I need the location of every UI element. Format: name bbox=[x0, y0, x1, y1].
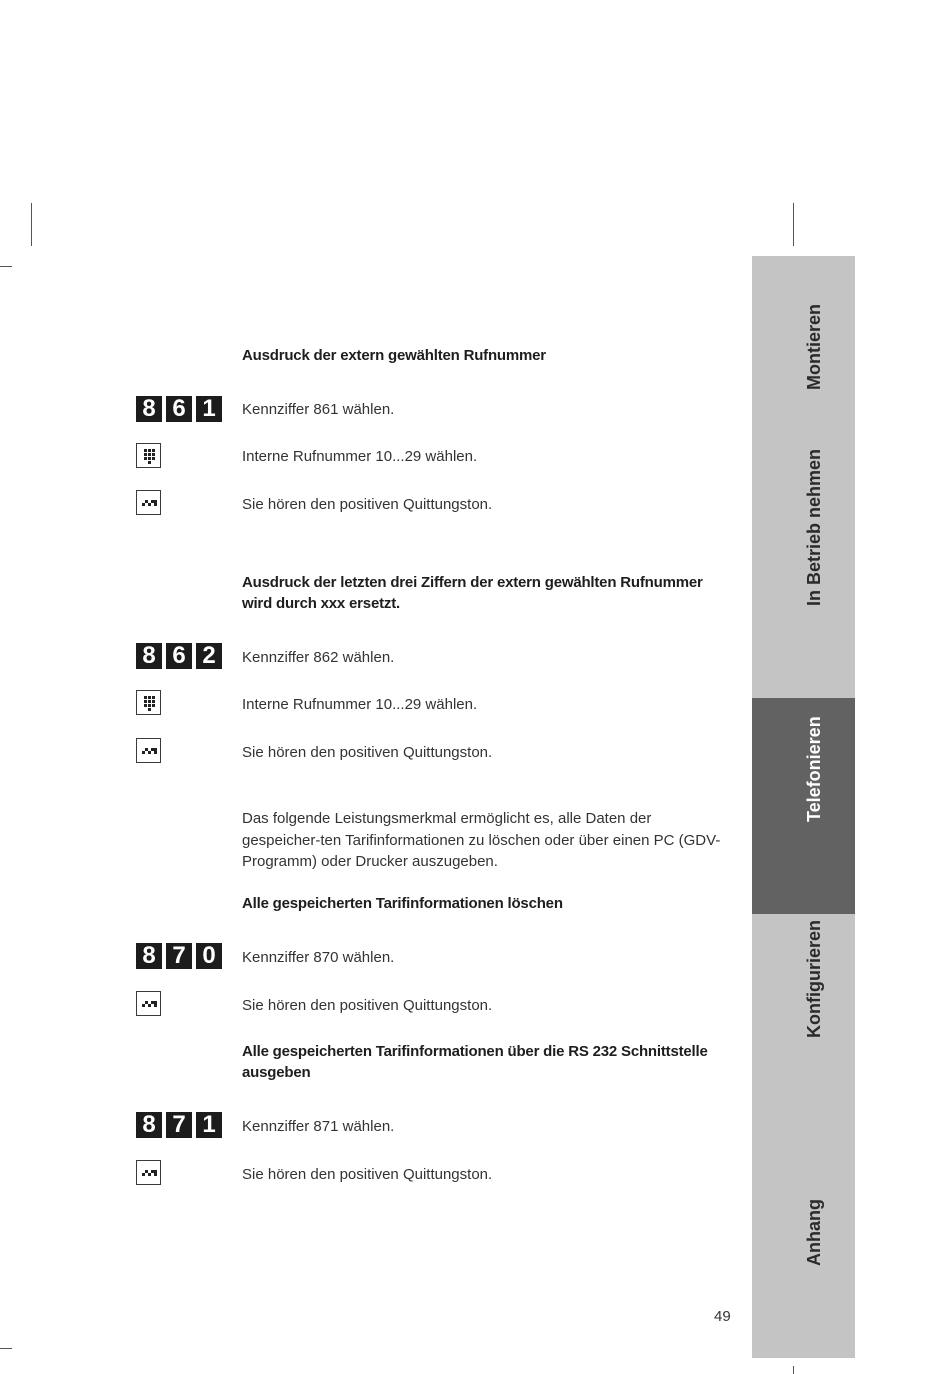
digit-key: 7 bbox=[166, 943, 192, 969]
step-text: Kennziffer 862 wählen. bbox=[242, 649, 395, 666]
digit-key: 8 bbox=[136, 643, 162, 669]
digit-key: 8 bbox=[136, 396, 162, 422]
code-keys-862 bbox=[136, 643, 222, 669]
tab-label: Montieren bbox=[804, 303, 824, 390]
tab-label: Anhang bbox=[804, 1199, 824, 1266]
crop-mark bbox=[31, 203, 32, 246]
step-text: Interne Rufnummer 10...29 wählen. bbox=[242, 448, 478, 465]
section-heading: Ausdruck der letzten drei Ziffern der extern gewählten Rufnummer wird durch xxx ersetzt. bbox=[242, 574, 703, 612]
digit-key: 0 bbox=[196, 943, 222, 969]
step-text: Sie hören den positiven Quittungston. bbox=[242, 744, 493, 761]
confirmation-tone-icon bbox=[136, 490, 161, 515]
crop-mark bbox=[793, 203, 794, 246]
code-keys-861 bbox=[136, 396, 222, 422]
step-text: Sie hören den positiven Quittungston. bbox=[242, 1166, 493, 1183]
step-text: Kennziffer 871 wählen. bbox=[242, 1118, 395, 1135]
confirmation-tone-icon bbox=[136, 738, 161, 763]
crop-mark bbox=[0, 266, 12, 267]
tab-label: Konfigurieren bbox=[804, 919, 824, 1038]
tab-in-betrieb-nehmen[interactable] bbox=[752, 448, 855, 700]
tab-konfigurieren[interactable] bbox=[752, 914, 855, 1132]
digit-key: 7 bbox=[166, 1112, 192, 1138]
code-keys-871 bbox=[136, 1112, 222, 1138]
confirmation-tone-icon bbox=[136, 1160, 161, 1185]
digit-key: 8 bbox=[136, 943, 162, 969]
section-heading: Alle gespeicherten Tarifinformationen löschen bbox=[242, 895, 563, 912]
digit-key: 1 bbox=[196, 1112, 222, 1138]
code-keys-870 bbox=[136, 943, 222, 969]
tab-anhang[interactable] bbox=[752, 1130, 855, 1358]
digit-key: 8 bbox=[136, 1112, 162, 1138]
digit-key: 2 bbox=[196, 643, 222, 669]
crop-mark bbox=[0, 1348, 12, 1349]
page-number: 49 bbox=[714, 1308, 731, 1325]
digit-key: 6 bbox=[166, 643, 192, 669]
digit-key: 1 bbox=[196, 396, 222, 422]
step-text: Interne Rufnummer 10...29 wählen. bbox=[242, 696, 478, 713]
crop-mark bbox=[793, 1366, 794, 1374]
section-heading: Ausdruck der extern gewählten Rufnummer bbox=[242, 347, 546, 364]
step-text: Kennziffer 861 wählen. bbox=[242, 401, 395, 418]
intro-paragraph: Das folgende Leistungsmerkmal ermöglicht es, alle Daten der gespeicher-ten Tarifinformationen zu löschen oder über einen PC (GDV-Programm) oder Drucker auszugeben. bbox=[242, 810, 721, 870]
keypad-icon bbox=[136, 690, 161, 715]
tab-telefonieren[interactable] bbox=[752, 698, 855, 916]
tab-label: Telefonieren bbox=[804, 716, 824, 822]
confirmation-tone-icon bbox=[136, 991, 161, 1016]
keypad-icon bbox=[136, 443, 161, 468]
chapter-tabs bbox=[752, 256, 855, 1358]
step-text: Kennziffer 870 wählen. bbox=[242, 949, 395, 966]
step-text: Sie hören den positiven Quittungston. bbox=[242, 496, 493, 513]
tab-label: In Betrieb nehmen bbox=[804, 448, 824, 606]
digit-key: 6 bbox=[166, 396, 192, 422]
step-text: Sie hören den positiven Quittungston. bbox=[242, 997, 493, 1014]
section-heading: Alle gespeicherten Tarifinformationen über die RS 232 Schnittstelle ausgeben bbox=[242, 1043, 708, 1081]
